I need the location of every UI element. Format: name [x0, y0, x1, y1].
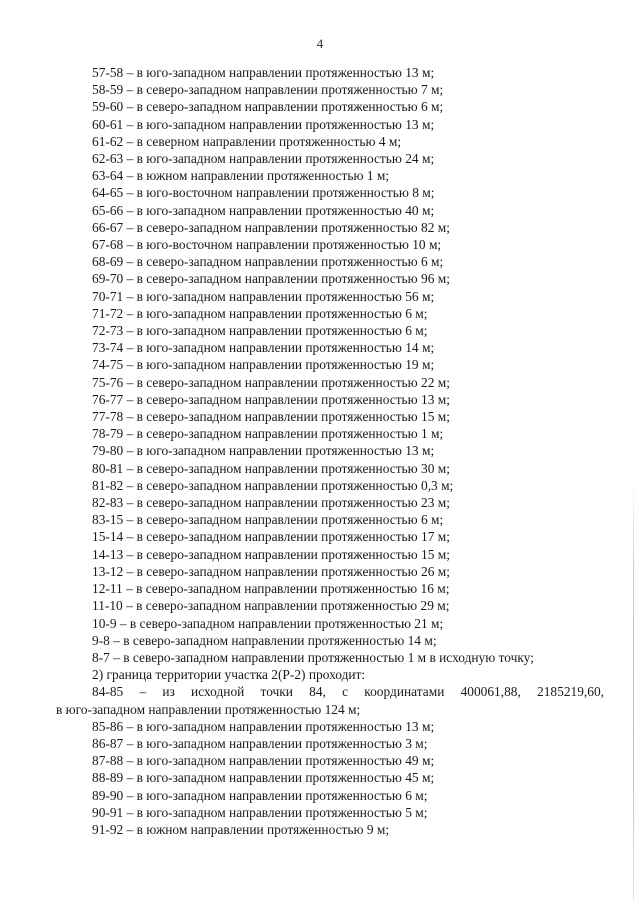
boundary-line: 88-89 – в юго-западном направлении протяженностью 45 м;	[92, 770, 435, 786]
boundary-line: 69-70 – в северо-западном направлении протяженностью 96 м;	[92, 271, 450, 287]
boundary-line: 79-80 – в юго-западном направлении протяженностью 13 м;	[92, 443, 435, 459]
boundary-line: 13-12 – в северо-западном направлении протяженностью 26 м;	[92, 563, 450, 579]
boundary-line: 85-86 – в юго-западном направлении протяженностью 13 м;	[92, 718, 435, 734]
boundary-line: 2) граница территории участка 2(Р-2) проходит:	[92, 667, 366, 683]
boundary-line: 74-75 – в юго-западном направлении протяженностью 19 м;	[92, 357, 435, 373]
boundary-line: 58-59 – в северо-западном направлении протяженностью 7 м;	[92, 82, 444, 98]
boundary-line: 87-88 – в юго-западном направлении протяженностью 49 м;	[92, 753, 435, 769]
boundary-line: 90-91 – в юго-западном направлении протяженностью 5 м;	[92, 804, 428, 820]
boundary-line: 65-66 – в юго-западном направлении протяженностью 40 м;	[92, 202, 435, 218]
boundary-line: 14-13 – в северо-западном направлении протяженностью 15 м;	[92, 546, 450, 562]
boundary-line: в юго-западном направлении протяженностью 124 м;	[56, 701, 361, 717]
boundary-line: 61-62 – в северном направлении протяженностью 4 м;	[92, 133, 402, 149]
boundary-line: 91-92 – в южном направлении протяженностью 9 м;	[92, 821, 390, 837]
boundary-line: 11-10 – в северо-западном направлении протяженностью 29 м;	[92, 598, 450, 614]
boundary-line: 86-87 – в юго-западном направлении протяженностью 3 м;	[92, 735, 428, 751]
boundary-line: 89-90 – в юго-западном направлении протяженностью 6 м;	[92, 787, 428, 803]
boundary-line: 57-58 – в юго-западном направлении протяженностью 13 м;	[92, 65, 435, 80]
boundary-line: 63-64 – в южном направлении протяженностью 1 м;	[92, 168, 390, 184]
boundary-line: 10-9 – в северо-западном направлении протяженностью 21 м;	[92, 615, 444, 631]
boundary-line: 9-8 – в северо-западном направлении протяженностью 14 м;	[92, 632, 437, 648]
document-body	[56, 64, 604, 838]
boundary-line: 75-76 – в северо-западном направлении протяженностью 22 м;	[92, 374, 450, 390]
boundary-line: 66-67 – в северо-западном направлении протяженностью 82 м;	[92, 219, 450, 235]
boundary-line: 76-77 – в северо-западном направлении протяженностью 13 м;	[92, 391, 450, 407]
boundary-line: 82-83 – в северо-западном направлении протяженностью 23 м;	[92, 495, 450, 511]
boundary-line: 70-71 – в юго-западном направлении протяженностью 56 м;	[92, 288, 435, 304]
boundary-line: 83-15 – в северо-западном направлении протяженностью 6 м;	[92, 512, 444, 528]
boundary-line: 64-65 – в юго-восточном направлении протяженностью 8 м;	[92, 185, 435, 201]
boundary-line: 15-14 – в северо-западном направлении протяженностью 17 м;	[92, 529, 450, 545]
boundary-line: 68-69 – в северо-западном направлении протяженностью 6 м;	[92, 254, 444, 270]
boundary-line: 12-11 – в северо-западном направлении протяженностью 16 м;	[92, 581, 450, 597]
boundary-line: 78-79 – в северо-западном направлении протяженностью 1 м;	[92, 426, 444, 442]
boundary-line: 67-68 – в юго-восточном направлении протяженностью 10 м;	[92, 237, 442, 253]
boundary-line: 77-78 – в северо-западном направлении протяженностью 15 м;	[92, 409, 450, 425]
boundary-line: 62-63 – в юго-западном направлении протяженностью 24 м;	[92, 151, 435, 167]
boundary-line: 73-74 – в юго-западном направлении протяженностью 14 м;	[92, 340, 435, 356]
boundary-line: 80-81 – в северо-западном направлении протяженностью 30 м;	[92, 460, 450, 476]
boundary-line: 81-82 – в северо-западном направлении протяженностью 0,3 м;	[92, 477, 454, 493]
boundary-line: 72-73 – в юго-западном направлении протяженностью 6 м;	[92, 323, 428, 339]
page-number: 4	[316, 36, 324, 51]
boundary-line: 71-72 – в юго-западном направлении протяженностью 6 м;	[92, 305, 428, 321]
boundary-line: 8-7 – в северо-западном направлении протяженностью 1 м в исходную точку;	[92, 649, 534, 665]
boundary-line: 60-61 – в юго-западном направлении протяженностью 13 м;	[92, 116, 435, 132]
boundary-line: 84-85 – из исходной точки 84, с координатами 400061,88, 2185219,60,	[92, 684, 604, 700]
scan-edge-shadow	[633, 480, 634, 900]
boundary-line: 59-60 – в северо-западном направлении протяженностью 6 м;	[92, 99, 444, 115]
